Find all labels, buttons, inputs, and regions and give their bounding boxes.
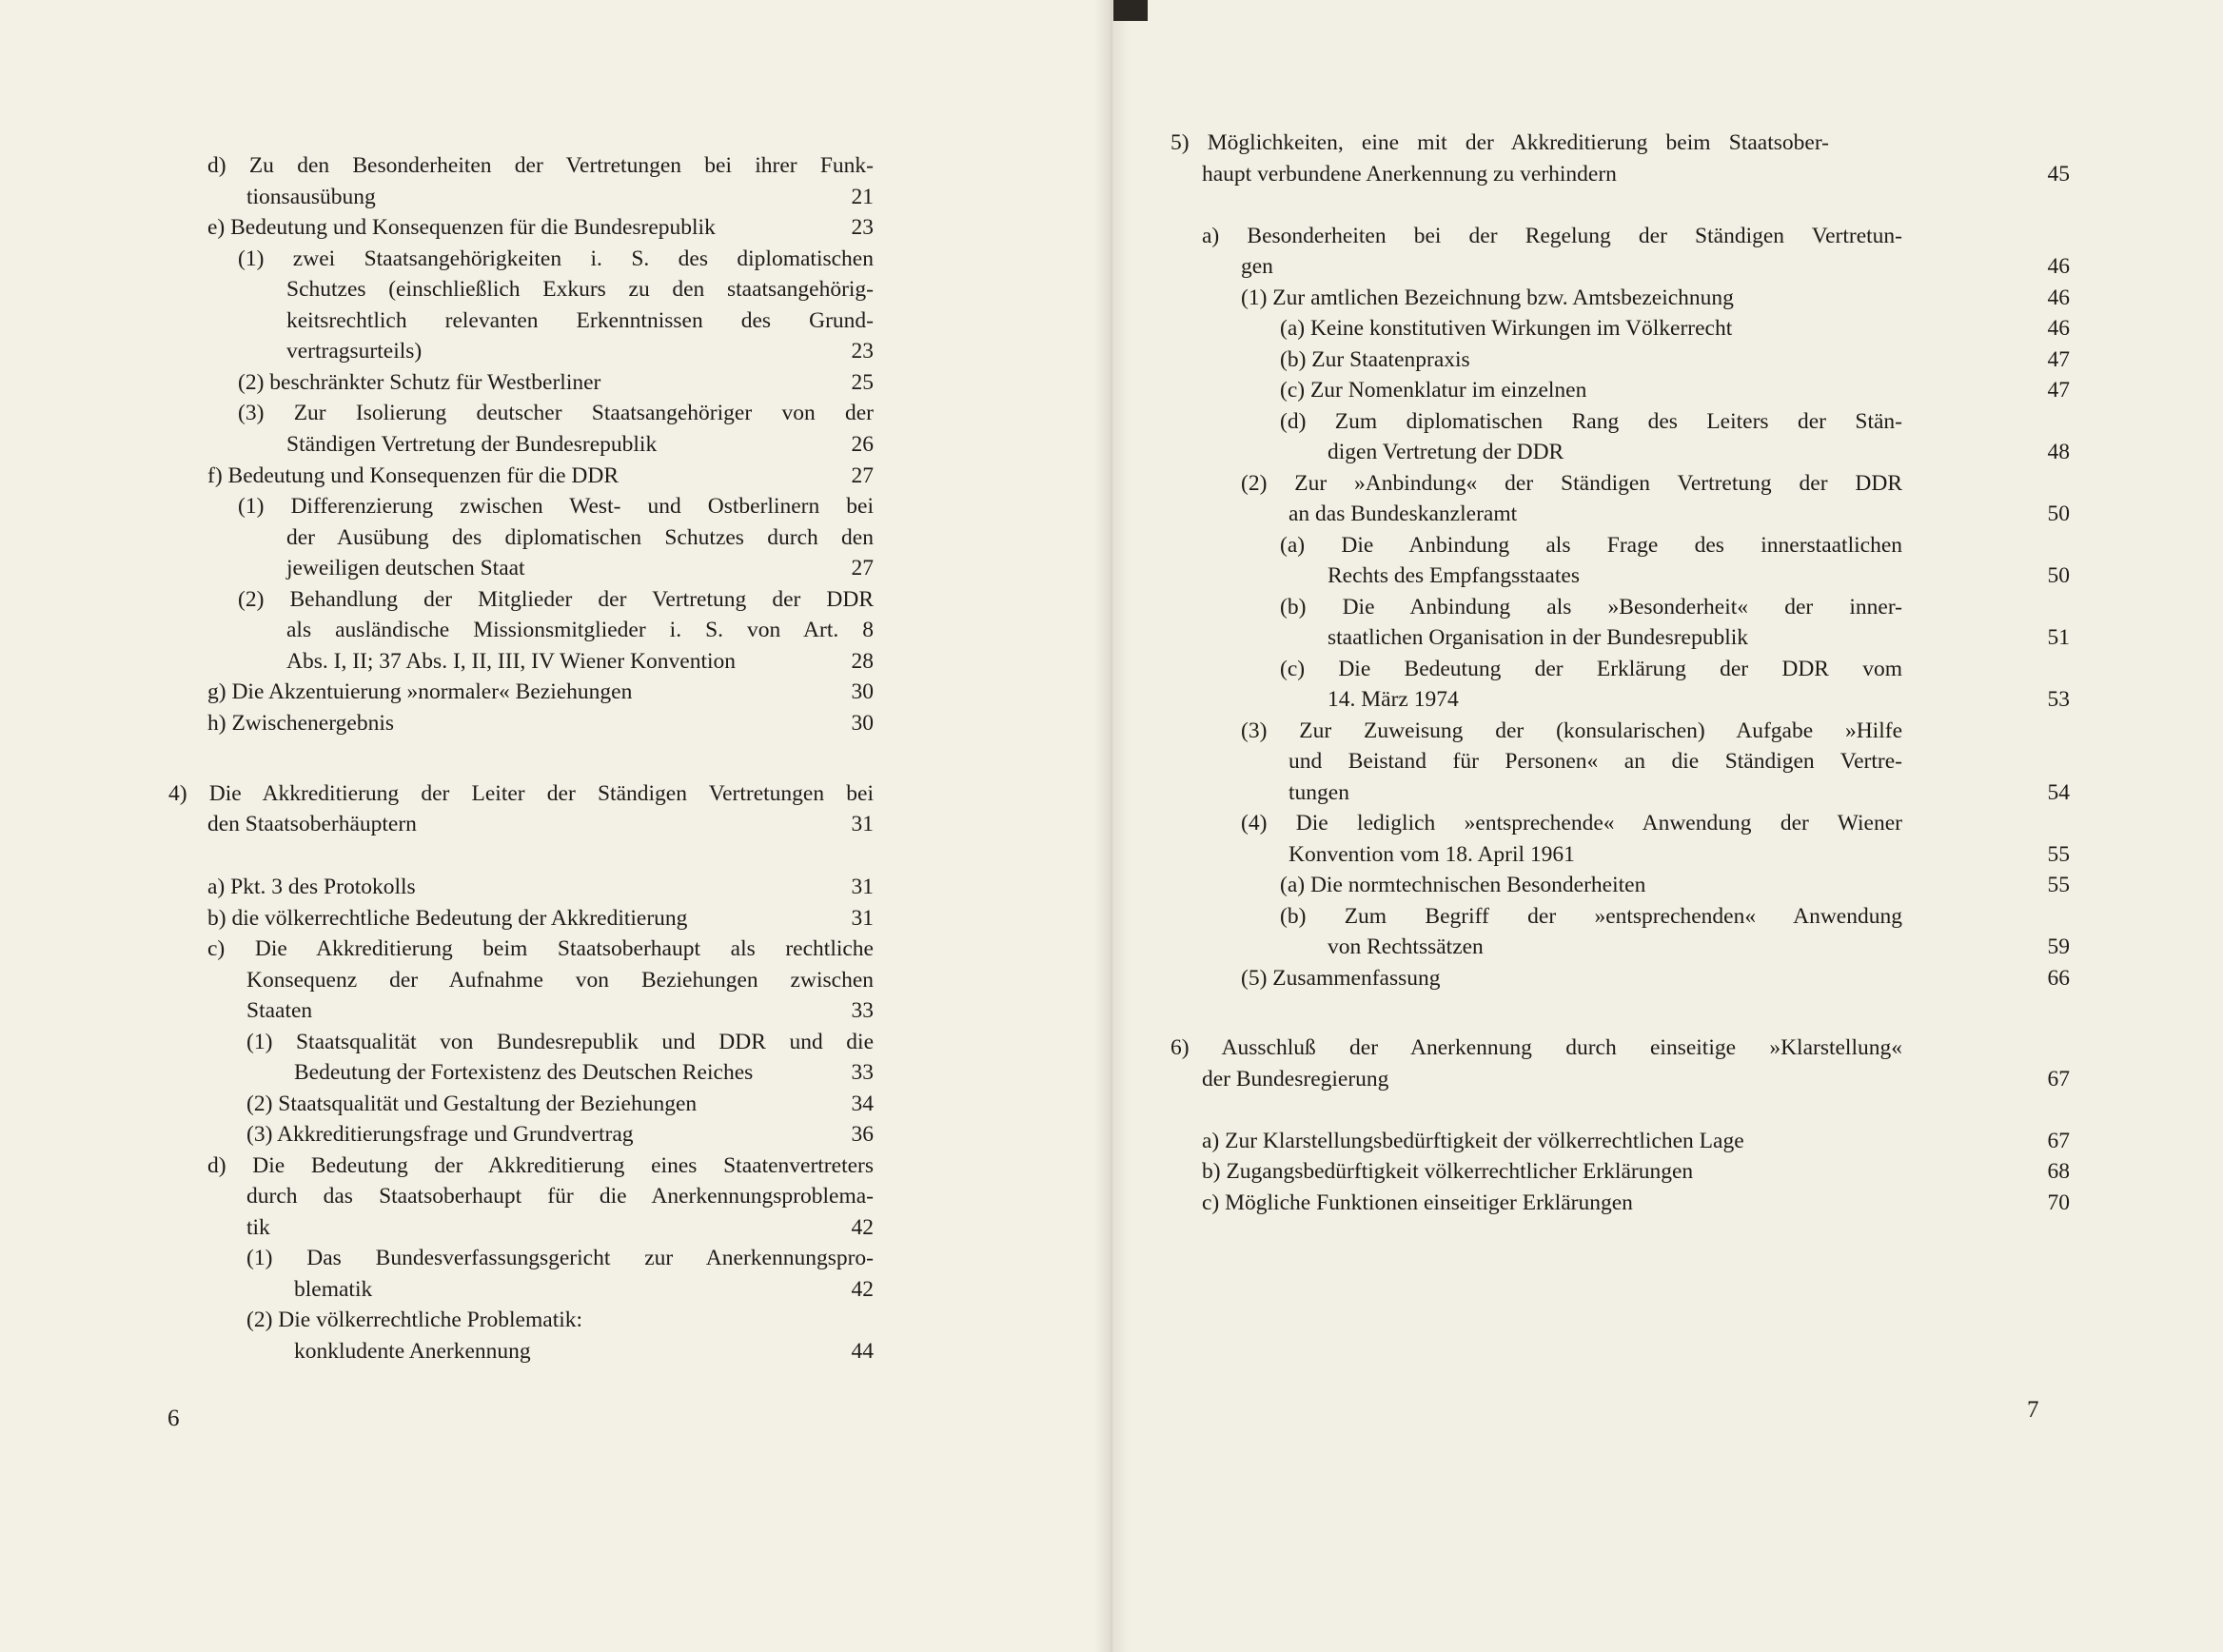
toc-entry-text: Abs. I, II; 37 Abs. I, II, III, IV Wiener Konvention [286,649,737,674]
toc-page-number: 67 [2047,1067,2070,1092]
toc-page-number: 53 [2047,687,2070,712]
toc-line [168,778,874,810]
toc-line [238,398,874,429]
toc-line [246,1089,874,1120]
toc-entry-text: digen Vertretung der DDR [1328,440,1564,464]
toc-entry-text: (d) Zum diplomatischen Rang des Leiters der Stän- [1280,409,1902,434]
toc-line [1328,560,2070,592]
toc-line [286,615,874,646]
toc-line [286,274,874,305]
toc-entry-text: d) Zu den Besonderheiten der Vertretungen bei ihrer Funk- [207,153,874,178]
toc-line [207,677,874,708]
toc-entry-text: der Bundesregierung [1202,1067,1389,1092]
toc-line [294,1336,874,1367]
book-gutter [1094,0,1129,1652]
toc-line [207,461,874,492]
toc-entry-text: Schutzes (einschließlich Exkurs zu den staatsangehörig- [286,277,874,302]
toc-entry-text: 14. März 1974 [1328,687,1459,712]
toc-page-number: 70 [2047,1190,2070,1215]
right-page [1112,0,2223,1652]
toc-entry-text: (a) Die normtechnischen Besonderheiten [1280,873,1646,897]
toc-entry-text: (b) Zum Begriff der »entsprechenden« Anwendung [1280,904,1902,929]
toc-line [1280,870,2070,901]
toc-page-number: 23 [851,215,874,240]
toc-page-number: 31 [851,906,874,931]
toc-entry-text: der Ausübung des diplomatischen Schutzes durch den [286,525,874,550]
toc-line [207,212,874,244]
toc-entry-text: Konvention vom 18. April 1961 [1289,842,1575,867]
toc-entry-text: c) Mögliche Funktionen einseitiger Erklärungen [1202,1190,1633,1215]
toc-page-number: 33 [851,1060,874,1085]
toc-page-number: 42 [851,1215,874,1240]
toc-line [1289,499,2070,530]
toc-page-number: 46 [2047,285,2070,310]
toc-page-number: 46 [2047,316,2070,341]
toc-entry-text: keitsrechtlich relevanten Erkenntnissen des Grund- [286,308,874,333]
toc-line [238,491,874,522]
toc-line [246,1212,874,1244]
toc-page-number: 33 [851,998,874,1023]
toc-entry-text: jeweiligen deutschen Staat [286,556,525,580]
toc-line [238,244,874,275]
toc-entry-text: 6) Ausschluß der Anerkennung durch einseitige »Klarstellung« [1171,1035,1902,1060]
toc-line [246,1027,874,1058]
toc-line [294,1274,874,1306]
toc-line [1171,128,1829,159]
toc-page-number: 48 [2047,440,2070,464]
toc-entry-text: (5) Zusammenfassung [1241,966,1441,991]
toc-line [246,182,874,213]
toc-entry-text: an das Bundeskanzleramt [1289,502,1518,526]
toc-line [1280,592,1902,623]
toc-entry-text: als ausländische Missionsmitglieder i. S. von Art. 8 [286,618,874,642]
toc-line [1328,684,2070,716]
toc-line [1289,746,1902,777]
toc-page-number: 23 [851,339,874,364]
toc-page-number: 25 [851,370,874,395]
toc-line [286,429,874,461]
toc-entry-text: (c) Zur Nomenklatur im einzelnen [1280,378,1587,403]
toc-page-number: 44 [851,1339,874,1364]
toc-line [238,584,874,616]
toc-entry-text: (c) Die Bedeutung der Erklärung der DDR vom [1280,657,1902,681]
toc-entry-text: (1) Das Bundesverfassungsgericht zur Anerkennungspro- [246,1246,874,1270]
toc-line [286,305,874,337]
toc-line [1280,406,1902,438]
toc-entry-text: (a) Die Anbindung als Frage des innerstaatlichen [1280,533,1902,558]
toc-entry-text: Ständigen Vertretung der Bundesrepublik [286,432,658,457]
toc-page-number: 47 [2047,347,2070,372]
toc-entry-text: tionsausübung [246,185,376,209]
binding-mark [1113,0,1148,21]
toc-entry-text: (b) Die Anbindung als »Besonderheit« der inner- [1280,595,1902,620]
toc-page-number: 50 [2047,502,2070,526]
toc-entry-text: (3) Zur Zuweisung der (konsularischen) Aufgabe »Hilfe [1241,718,1902,743]
toc-page-number: 67 [2047,1129,2070,1153]
toc-page-number: 42 [851,1277,874,1302]
toc-entry-text: b) die völkerrechtliche Bedeutung der Akkreditierung [207,906,688,931]
toc-entry-text: (b) Zur Staatenpraxis [1280,347,1470,372]
toc-line [1280,375,2070,406]
toc-entry-text: b) Zugangsbedürftigkeit völkerrechtlicher Erklärungen [1202,1159,1694,1184]
toc-line [1280,654,1902,685]
toc-page-number: 46 [2047,254,2070,279]
toc-entry-text: (2) Die völkerrechtliche Problematik: [246,1308,583,1332]
toc-page-number: 28 [851,649,874,674]
toc-entry-text: staatlichen Organisation in der Bundesrepublik [1328,625,1749,650]
toc-entry-text: Bedeutung der Fortexistenz des Deutschen Reiches [294,1060,754,1085]
toc-line [1241,283,2070,314]
page-number-right: 7 [2027,1397,2039,1423]
toc-page-number: 26 [851,432,874,457]
toc-line [286,336,874,367]
toc-entry-text: a) Besonderheiten bei der Regelung der Ständigen Vertretun- [1202,224,1902,248]
toc-line [1202,221,1902,252]
toc-line [207,708,874,739]
toc-entry-text: (a) Keine konstitutiven Wirkungen im Völkerrecht [1280,316,1733,341]
toc-entry-text: (4) Die lediglich »entsprechende« Anwendung der Wiener [1241,811,1902,836]
toc-entry-text: tungen [1289,780,1349,805]
toc-page-number: 68 [2047,1159,2070,1184]
toc-line [246,1243,874,1274]
toc-line [246,1181,874,1212]
toc-line [246,1119,874,1150]
toc-entry-text: a) Zur Klarstellungsbedürftigkeit der völkerrechtlichen Lage [1202,1129,1744,1153]
toc-entry-text: Rechts des Empfangsstaates [1328,563,1580,588]
toc-entry-text: a) Pkt. 3 des Protokolls [207,875,416,899]
toc-page-number: 50 [2047,563,2070,588]
toc-entry-text: den Staatsoberhäuptern [207,812,417,836]
toc-line [207,809,874,840]
toc-line [1328,437,2070,468]
toc-line [294,1057,874,1089]
toc-page-number: 66 [2047,966,2070,991]
toc-line [207,934,874,965]
toc-entry-text: (1) Staatsqualität von Bundesrepublik und DDR und die [246,1030,874,1054]
toc-line [1241,716,1902,747]
toc-entry-text: gen [1241,254,1273,279]
toc-line [1202,1126,2070,1157]
toc-entry-text: Konsequenz der Aufnahme von Beziehungen zwischen [246,968,874,993]
toc-page-number: 54 [2047,780,2070,805]
toc-line [1328,932,2070,963]
toc-page-number: 21 [851,185,874,209]
toc-line [1289,777,2070,809]
page-number-left: 6 [167,1406,180,1431]
toc-line [1241,808,1902,839]
toc-line [1289,839,2070,871]
toc-entry-text: 4) Die Akkreditierung der Leiter der Ständigen Vertretungen bei [168,781,874,806]
toc-entry-text: und Beistand für Personen« an die Ständigen Vertre- [1289,749,1902,774]
toc-entry-text: (1) Differenzierung zwischen West- und Ostberlinern bei [238,494,874,519]
toc-entry-text: (3) Zur Isolierung deutscher Staatsangehöriger von der [238,401,874,425]
toc-entry-text: blematik [294,1277,373,1302]
toc-line [238,367,874,399]
toc-line [1241,963,2070,994]
toc-line [286,646,874,678]
toc-line [207,872,874,903]
toc-line [246,1305,874,1336]
toc-page-number: 45 [2047,162,2070,187]
toc-entry-text: d) Die Bedeutung der Akkreditierung eines Staatenvertreters [207,1153,874,1178]
toc-entry-text: (2) Zur »Anbindung« der Ständigen Vertretung der DDR [1241,471,1902,496]
toc-line [1280,344,2070,376]
toc-entry-text: von Rechtssätzen [1328,934,1484,959]
toc-entry-text: e) Bedeutung und Konsequenzen für die Bundesrepublik [207,215,716,240]
toc-entry-text: 5) Möglichkeiten, eine mit der Akkreditierung beim Staatsober- [1171,130,1829,155]
toc-entry-text: vertragsurteils) [286,339,423,364]
toc-entry-text: h) Zwischenergebnis [207,711,394,736]
toc-line [1241,468,1902,500]
toc-page-number: 30 [851,679,874,704]
toc-line [1202,1156,2070,1188]
toc-line [1171,1032,1902,1064]
toc-page-number: 47 [2047,378,2070,403]
toc-line [1280,313,2070,344]
toc-entry-text: haupt verbundene Anerkennung zu verhindern [1202,162,1617,187]
toc-line [1241,251,2070,283]
toc-line [246,995,874,1027]
toc-page-number: 36 [851,1122,874,1147]
toc-entry-text: (2) Staatsqualität und Gestaltung der Beziehungen [246,1092,698,1116]
toc-page-number: 55 [2047,842,2070,867]
toc-line [286,553,874,584]
toc-page-number: 59 [2047,934,2070,959]
toc-line [1202,1188,2070,1219]
toc-entry-text: (1) Zur amtlichen Bezeichnung bzw. Amtsbezeichnung [1241,285,1734,310]
toc-page-number: 31 [851,875,874,899]
toc-entry-text: (2) beschränkter Schutz für Westberliner [238,370,601,395]
toc-page-number: 27 [851,463,874,488]
toc-page-number: 51 [2047,625,2070,650]
toc-entry-text: (1) zwei Staatsangehörigkeiten i. S. des diplomatischen [238,246,874,271]
toc-page-number: 31 [851,812,874,836]
toc-line [286,522,874,554]
toc-entry-text: tik [246,1215,270,1240]
toc-line [246,965,874,996]
toc-entry-text: f) Bedeutung und Konsequenzen für die DDR [207,463,620,488]
toc-entry-text: (3) Akkreditierungsfrage und Grundvertrag [246,1122,634,1147]
toc-line [207,1150,874,1182]
toc-line [207,150,874,182]
toc-line [1328,622,2070,654]
toc-entry-text: (2) Behandlung der Mitglieder der Vertretung der DDR [238,587,874,612]
toc-page-number: 30 [851,711,874,736]
toc-line [1280,530,1902,561]
toc-line [1280,901,1902,933]
toc-page-number: 55 [2047,873,2070,897]
toc-entry-text: durch das Staatsoberhaupt für die Anerkennungsproblema- [246,1184,874,1209]
toc-line [207,903,874,934]
toc-entry-text: Staaten [246,998,313,1023]
toc-entry-text: c) Die Akkreditierung beim Staatsoberhaupt als rechtliche [207,936,874,961]
toc-page-number: 34 [851,1092,874,1116]
toc-line [1202,159,2070,190]
toc-line [1202,1064,2070,1095]
toc-page-number: 27 [851,556,874,580]
toc-entry-text: konkludente Anerkennung [294,1339,531,1364]
toc-entry-text: g) Die Akzentuierung »normaler« Beziehungen [207,679,633,704]
